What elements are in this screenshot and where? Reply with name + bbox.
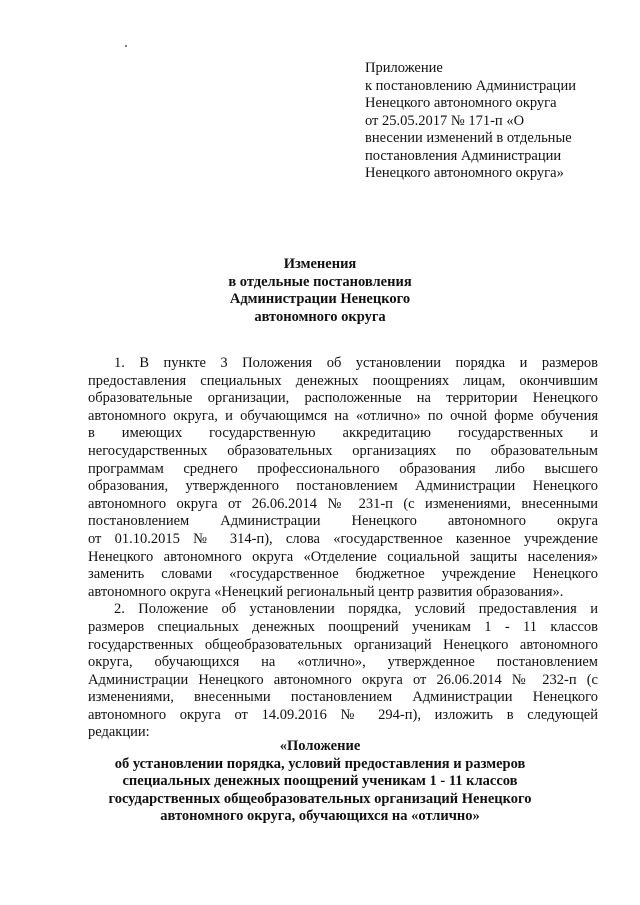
paragraph-1-line: образовательные организации, расположенные на территории Ненецкого (88, 390, 598, 407)
regulation-title-line: специальных денежных поощрений ученикам 1 - 11 классов (122, 773, 518, 789)
document-title (0, 256, 640, 326)
paragraph-1-line: предоставления специальных денежных поощрениях лицам, окончившим (88, 372, 598, 389)
paragraph-1-line: негосударственных образовательных организациях по образовательным (88, 442, 598, 459)
body-text (88, 355, 598, 742)
appendix-line: Приложение (365, 60, 443, 76)
paragraph-1-line: в имеющих государственную аккредитацию государственных и (88, 425, 598, 442)
paragraph-1-line: программам среднего профессионального образования либо высшего (88, 460, 598, 477)
title-line: в отдельные постановления (228, 273, 412, 290)
paragraph-2-line: размеров специальных денежных поощрений ученикам 1 - 11 классов (88, 618, 598, 635)
paragraph-1-line: автономного округа «Ненецкий региональный центр развития образования». (88, 583, 564, 600)
regulation-title-line: «Положение (279, 738, 361, 754)
paragraph-2-line: изменениями, внесенными постановлением Администрации Ненецкого (88, 689, 598, 706)
appendix-line: Ненецкого автономного округа» (365, 165, 564, 181)
paragraph-1-line: от 01.10.2015 № 314-п), слова «государственное казенное учреждение (88, 530, 598, 547)
regulation-title-line: автономного округа, обучающихся на «отлично» (160, 808, 480, 824)
paragraph-1-line: заменить словами «государственное бюджетное учреждение Ненецкого (88, 566, 598, 583)
paragraph-2-line: редакции: (88, 724, 150, 741)
appendix-line: Ненецкого автономного округа (365, 95, 557, 111)
title-line: автономного округа (254, 308, 386, 325)
appendix-line: от 25.05.2017 № 171-п «О (365, 112, 525, 129)
paragraph-2-line: государственных общеобразовательных организаций Ненецкого автономного (88, 636, 598, 653)
title-line: Администрации Ненецкого (229, 291, 411, 307)
paragraph-1-line: 1. В пункте 3 Положения об установлении порядка и размеров (114, 355, 598, 371)
appendix-line: постановления Администрации (365, 147, 562, 164)
paragraph-1-line: постановлением Администрации Ненецкого автономного округа (88, 513, 598, 530)
paragraph-1-line: автономного округа от 26.06.2014 № 231-п (с изменениями, внесенными (88, 495, 598, 512)
appendix-line: к постановлению Администрации (365, 77, 576, 94)
paragraph-2-line: автономного округа от 14.09.2016 № 294-п), изложить в следующей (88, 706, 598, 723)
regulation-title-line: об установлении порядка, условий предоставления и размеров (114, 755, 526, 772)
regulation-title (0, 738, 640, 826)
paragraph-1-line: образования, утвержденного постановлением Администрации Ненецкого (88, 478, 598, 495)
paragraph-2-line: округа, обучающихся на «отлично», утвержденное постановлением (88, 654, 598, 671)
paragraph-2-line: Администрации Ненецкого автономного округа от 26.06.2014 № 232-п (с (88, 671, 598, 688)
title-line: Изменения (283, 256, 357, 272)
appendix-line: внесении изменений в отдельные (365, 130, 572, 146)
paragraph-2-line: 2. Положение об установлении порядка, условий предоставления и (114, 601, 598, 618)
appendix-header (365, 60, 620, 183)
scan-speck (125, 45, 127, 47)
regulation-title-line: государственных общеобразовательных организаций Ненецкого (108, 790, 532, 807)
paragraph-1-line: Ненецкого автономного округа «Отделение социальной защиты населения» (88, 548, 598, 565)
paragraph-1-line: автономного округа, и обучающимся на «отлично» по очной форме обучения (88, 407, 598, 424)
